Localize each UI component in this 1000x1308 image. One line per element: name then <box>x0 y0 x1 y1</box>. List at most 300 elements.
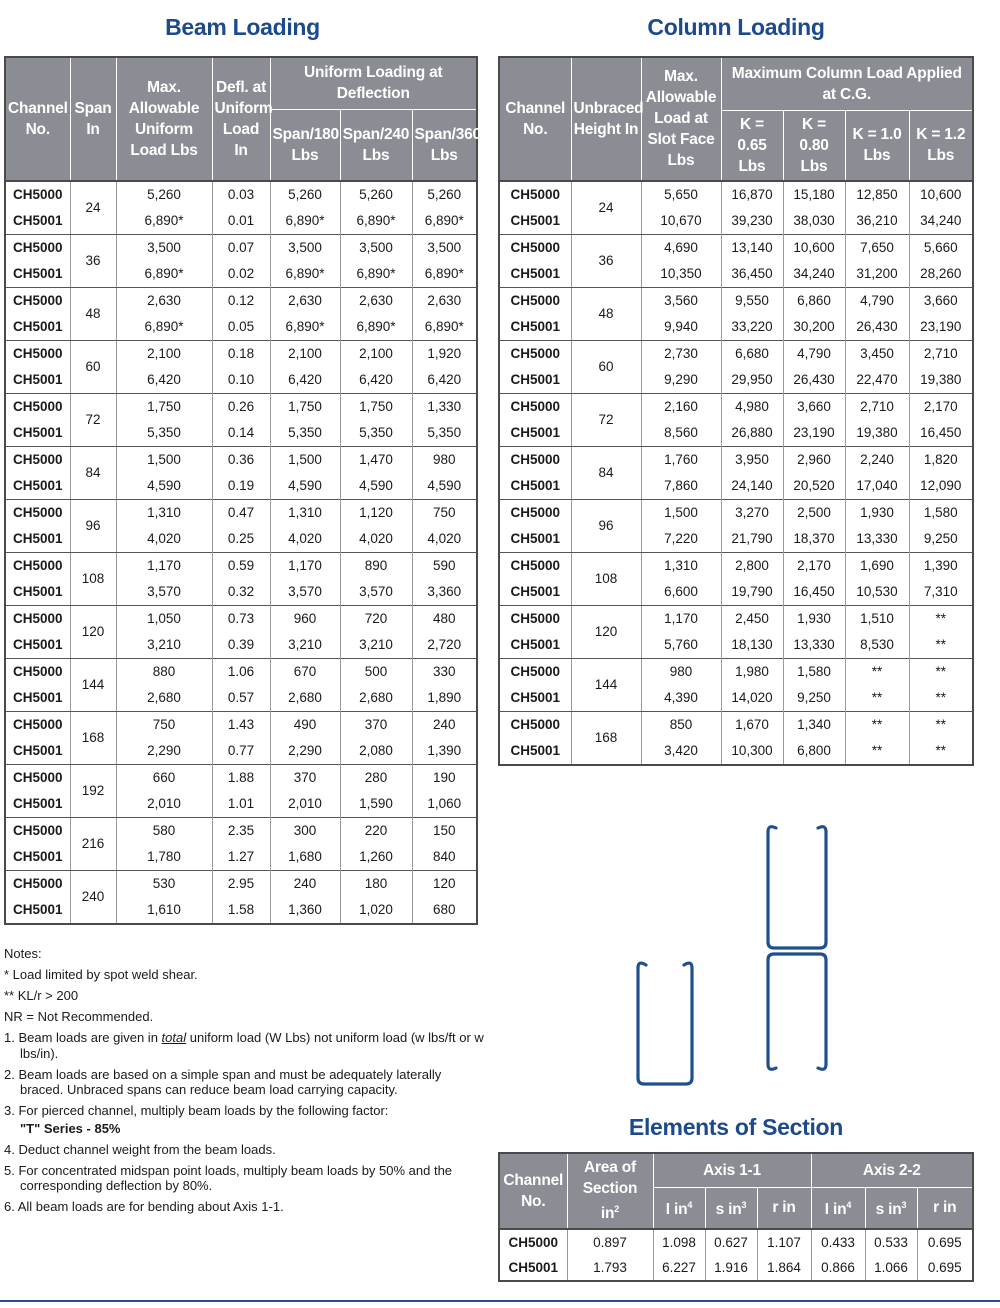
value-cell: ** <box>909 738 973 765</box>
value-cell: 1.58 <box>212 897 270 924</box>
value-cell: 0.627 <box>705 1229 757 1255</box>
value-cell: ** <box>845 658 909 685</box>
channel-cell: CH5000 <box>5 871 70 898</box>
value-cell: 1.107 <box>757 1229 811 1255</box>
value-cell: 0.14 <box>212 420 270 447</box>
value-cell: 1,690 <box>845 552 909 579</box>
table-row <box>499 552 973 579</box>
value-cell: 0.36 <box>212 447 270 474</box>
value-cell: 0.26 <box>212 394 270 421</box>
value-cell: 0.47 <box>212 500 270 527</box>
channel-cell: CH5000 <box>499 605 571 632</box>
value-cell: 2,010 <box>270 791 340 818</box>
value-cell: 0.59 <box>212 553 270 580</box>
value-cell: 0.10 <box>212 367 270 394</box>
value-cell: 1.27 <box>212 844 270 871</box>
value-cell: 2,630 <box>340 288 412 315</box>
bottom-rule <box>0 1300 1000 1302</box>
value-cell: 10,530 <box>845 579 909 606</box>
value-cell: 6,890* <box>340 208 412 235</box>
value-cell: 480 <box>412 606 477 633</box>
channel-cell: CH5001 <box>5 367 70 394</box>
channel-cell: CH5001 <box>499 632 571 659</box>
notes <box>4 946 484 1220</box>
value-cell: 3,500 <box>116 235 212 262</box>
height-cell: 36 <box>571 234 641 287</box>
value-cell: 12,090 <box>909 473 973 500</box>
value-cell: 30,200 <box>783 314 845 341</box>
beam-header-deflection: Defl. at Uniform Load In <box>212 57 270 181</box>
value-cell: 9,250 <box>783 685 845 712</box>
beam-header-max-load: Max. Allowable Uniform Load Lbs <box>116 57 212 181</box>
value-cell: 13,330 <box>783 632 845 659</box>
value-cell: 0.03 <box>212 181 270 208</box>
value-cell: 3,660 <box>909 287 973 314</box>
value-cell: 5,260 <box>340 181 412 208</box>
channel-cell: CH5001 <box>5 844 70 871</box>
note-nr: NR = Not Recommended. <box>4 1009 154 1024</box>
table-row <box>499 393 973 420</box>
value-cell: 1,980 <box>721 658 783 685</box>
value-cell: 1,390 <box>412 738 477 765</box>
value-cell: ** <box>909 711 973 738</box>
channel-cell: CH5000 <box>499 446 571 473</box>
table-row <box>499 658 973 685</box>
channel-cell: CH5001 <box>5 738 70 765</box>
value-cell: 4,790 <box>783 340 845 367</box>
table-row <box>5 871 477 898</box>
value-cell: 1.793 <box>567 1255 653 1281</box>
value-cell: 29,950 <box>721 367 783 394</box>
s-label: s in <box>715 1201 742 1219</box>
channel-cell: CH5000 <box>499 499 571 526</box>
section-header-channel: Channel No. <box>499 1153 567 1229</box>
area-unit-sup: 2 <box>614 1204 620 1215</box>
height-cell: 60 <box>571 340 641 393</box>
value-cell: 1.43 <box>212 712 270 739</box>
channel-cell: CH5000 <box>499 181 571 208</box>
i-label: I in <box>824 1201 847 1219</box>
value-cell: 120 <box>412 871 477 898</box>
height-cell: 108 <box>571 552 641 605</box>
value-cell: 5,350 <box>270 420 340 447</box>
value-cell: 1,500 <box>116 447 212 474</box>
value-cell: 1,050 <box>116 606 212 633</box>
value-cell: 6,800 <box>783 738 845 765</box>
value-cell: 18,130 <box>721 632 783 659</box>
value-cell: 19,380 <box>845 420 909 447</box>
value-cell: 2,290 <box>270 738 340 765</box>
table-row <box>5 288 477 315</box>
beam-header-span180: Span/180 Lbs <box>270 109 340 181</box>
value-cell: 2,800 <box>721 552 783 579</box>
table-row <box>499 499 973 526</box>
value-cell: 5,260 <box>270 181 340 208</box>
value-cell: 3,210 <box>270 632 340 659</box>
channel-cell: CH5001 <box>5 526 70 553</box>
value-cell: 0.07 <box>212 235 270 262</box>
value-cell: 5,650 <box>641 181 721 208</box>
value-cell: 1,500 <box>270 447 340 474</box>
span-cell: 48 <box>70 288 116 341</box>
table-row <box>499 579 973 606</box>
table-row <box>499 314 973 341</box>
table-row <box>499 1229 973 1255</box>
value-cell: 1,330 <box>412 394 477 421</box>
value-cell: ** <box>845 685 909 712</box>
value-cell: 2.95 <box>212 871 270 898</box>
value-cell: ** <box>909 658 973 685</box>
value-cell: 6,890* <box>340 314 412 341</box>
note-3-factor: "T" Series - 85% <box>20 1121 121 1136</box>
channel-cell: CH5000 <box>5 606 70 633</box>
height-cell: 168 <box>571 711 641 765</box>
section-header-area <box>567 1153 653 1229</box>
value-cell: 1,470 <box>340 447 412 474</box>
channel-cell: CH5001 <box>5 897 70 924</box>
value-cell: 590 <box>412 553 477 580</box>
note-3: 3. For pierced channel, multiply beam loads by the following factor: <box>4 1103 389 1118</box>
table-row <box>5 500 477 527</box>
channel-cell: CH5000 <box>5 553 70 580</box>
value-cell: 0.57 <box>212 685 270 712</box>
value-cell: ** <box>845 738 909 765</box>
beam-header-span360: Span/360 Lbs <box>412 109 477 181</box>
table-row <box>5 447 477 474</box>
value-cell: 190 <box>412 765 477 792</box>
value-cell: 4,590 <box>412 473 477 500</box>
value-cell: 1,310 <box>641 552 721 579</box>
table-row <box>499 261 973 288</box>
height-cell: 24 <box>571 181 641 235</box>
value-cell: 0.25 <box>212 526 270 553</box>
value-cell: 1.88 <box>212 765 270 792</box>
double-channel-bottom-outline <box>768 954 826 1069</box>
note-1-part-c: uniform load (W Lbs) not uniform load (w lbs/ft or w lbs/in). <box>20 1030 484 1061</box>
channel-cell: CH5000 <box>5 235 70 262</box>
table-row <box>499 473 973 500</box>
height-cell: 84 <box>571 446 641 499</box>
channel-cell: CH5000 <box>5 712 70 739</box>
value-cell: 890 <box>340 553 412 580</box>
column-header-k120: K = 1.2 Lbs <box>909 111 973 181</box>
table-row <box>499 208 973 235</box>
section-header-area-unit: in <box>600 1205 615 1223</box>
value-cell: 300 <box>270 818 340 845</box>
table-row <box>499 446 973 473</box>
channel-cell: CH5001 <box>5 420 70 447</box>
table-row <box>499 632 973 659</box>
value-cell: 2,290 <box>116 738 212 765</box>
value-cell: 2,710 <box>909 340 973 367</box>
value-cell: 3,210 <box>340 632 412 659</box>
table-row <box>499 234 973 261</box>
value-cell: 2,710 <box>845 393 909 420</box>
height-cell: 120 <box>571 605 641 658</box>
value-cell: 6,680 <box>721 340 783 367</box>
value-cell: 3,420 <box>641 738 721 765</box>
value-cell: 1,610 <box>116 897 212 924</box>
value-cell: 33,220 <box>721 314 783 341</box>
single-channel-outline <box>638 963 692 1084</box>
value-cell: 10,600 <box>783 234 845 261</box>
value-cell: 580 <box>116 818 212 845</box>
column-table-body <box>499 181 973 765</box>
table-row <box>499 287 973 314</box>
value-cell: 150 <box>412 818 477 845</box>
value-cell: 4,020 <box>270 526 340 553</box>
table-row <box>499 685 973 712</box>
span-cell: 72 <box>70 394 116 447</box>
value-cell: 1.06 <box>212 659 270 686</box>
channel-cell: CH5001 <box>499 685 571 712</box>
value-cell: 34,240 <box>783 261 845 288</box>
value-cell: 1,260 <box>340 844 412 871</box>
column-header-height: Unbraced Height In <box>571 57 641 181</box>
beam-header-span240: Span/240 Lbs <box>340 109 412 181</box>
table-row <box>5 394 477 421</box>
channel-cell: CH5001 <box>499 473 571 500</box>
section-header-axis22: Axis 2-2 <box>811 1153 973 1187</box>
table-row <box>499 738 973 765</box>
section-header-i-axis11 <box>653 1187 705 1229</box>
note-1-part-a: 1. Beam loads are given in <box>4 1030 162 1045</box>
value-cell: 1,930 <box>783 605 845 632</box>
table-row <box>5 712 477 739</box>
value-cell: 10,600 <box>909 181 973 208</box>
value-cell: 240 <box>270 871 340 898</box>
value-cell: 14,020 <box>721 685 783 712</box>
channel-cell: CH5000 <box>5 288 70 315</box>
value-cell: 1,820 <box>909 446 973 473</box>
value-cell: 9,250 <box>909 526 973 553</box>
value-cell: 0.897 <box>567 1229 653 1255</box>
value-cell: 1,930 <box>845 499 909 526</box>
span-cell: 168 <box>70 712 116 765</box>
value-cell: 3,450 <box>845 340 909 367</box>
value-cell: 680 <box>412 897 477 924</box>
table-row <box>5 553 477 580</box>
table-row <box>5 818 477 845</box>
value-cell: 3,210 <box>116 632 212 659</box>
value-cell: 4,020 <box>116 526 212 553</box>
value-cell: 1,390 <box>909 552 973 579</box>
value-cell: 34,240 <box>909 208 973 235</box>
value-cell: 23,190 <box>909 314 973 341</box>
note-4: 4. Deduct channel weight from the beam loads. <box>4 1141 276 1157</box>
value-cell: 1,170 <box>270 553 340 580</box>
value-cell: 1,780 <box>116 844 212 871</box>
s-sup: 3 <box>901 1200 907 1211</box>
value-cell: 0.01 <box>212 208 270 235</box>
value-cell: 6,420 <box>270 367 340 394</box>
value-cell: 4,020 <box>412 526 477 553</box>
s-sup: 3 <box>741 1200 747 1211</box>
value-cell: 0.39 <box>212 632 270 659</box>
table-row <box>499 340 973 367</box>
value-cell: 670 <box>270 659 340 686</box>
value-cell: 1,680 <box>270 844 340 871</box>
i-label: I in <box>665 1201 688 1219</box>
value-cell: 6,890* <box>340 261 412 288</box>
value-cell: 2,720 <box>412 632 477 659</box>
s-label: s in <box>875 1201 902 1219</box>
value-cell: 6,890* <box>116 208 212 235</box>
table-row <box>5 341 477 368</box>
channel-cell: CH5000 <box>5 765 70 792</box>
value-cell: 7,650 <box>845 234 909 261</box>
value-cell: 2,630 <box>412 288 477 315</box>
value-cell: 880 <box>116 659 212 686</box>
column-header-k080: K = 0.80 Lbs <box>783 111 845 181</box>
value-cell: 1,500 <box>641 499 721 526</box>
value-cell: 31,200 <box>845 261 909 288</box>
channel-section-diagram <box>600 820 860 1090</box>
value-cell: 7,310 <box>909 579 973 606</box>
value-cell: 1,890 <box>412 685 477 712</box>
value-cell: 5,350 <box>116 420 212 447</box>
table-row <box>499 711 973 738</box>
value-cell: 4,790 <box>845 287 909 314</box>
value-cell: 750 <box>116 712 212 739</box>
table-row <box>499 181 973 208</box>
section-header-axis11: Axis 1-1 <box>653 1153 811 1187</box>
value-cell: 3,270 <box>721 499 783 526</box>
section-table-body <box>499 1229 973 1281</box>
value-cell: 3,570 <box>340 579 412 606</box>
section-header-area-label: Area of Section <box>582 1159 638 1198</box>
value-cell: ** <box>909 685 973 712</box>
value-cell: 660 <box>116 765 212 792</box>
channel-cell: CH5000 <box>5 659 70 686</box>
channel-cell: CH5000 <box>499 658 571 685</box>
value-cell: 0.695 <box>917 1255 973 1281</box>
value-cell: 16,870 <box>721 181 783 208</box>
value-cell: 4,590 <box>116 473 212 500</box>
column-header-max-column-load: Maximum Column Load Applied at C.G. <box>721 57 973 111</box>
channel-cell: CH5001 <box>5 314 70 341</box>
value-cell: 4,590 <box>270 473 340 500</box>
value-cell: 2,960 <box>783 446 845 473</box>
value-cell: 1,920 <box>412 341 477 368</box>
value-cell: 2,160 <box>641 393 721 420</box>
table-row <box>5 235 477 262</box>
beam-table-body <box>5 181 477 924</box>
channel-cell: CH5000 <box>5 341 70 368</box>
value-cell: 16,450 <box>783 579 845 606</box>
channel-cell: CH5001 <box>499 1255 567 1281</box>
section-header-s-axis22 <box>865 1187 917 1229</box>
table-row <box>5 659 477 686</box>
value-cell: 2,680 <box>116 685 212 712</box>
value-cell: 5,260 <box>412 181 477 208</box>
value-cell: ** <box>909 632 973 659</box>
value-cell: 0.19 <box>212 473 270 500</box>
value-cell: 22,470 <box>845 367 909 394</box>
value-cell: 1,510 <box>845 605 909 632</box>
value-cell: 1,580 <box>783 658 845 685</box>
channel-cell: CH5000 <box>5 500 70 527</box>
channel-cell: CH5001 <box>499 314 571 341</box>
span-cell: 216 <box>70 818 116 871</box>
span-cell: 108 <box>70 553 116 606</box>
table-row <box>499 420 973 447</box>
value-cell: 19,790 <box>721 579 783 606</box>
beam-header-span: Span In <box>70 57 116 181</box>
column-header-max-load: Max. Allowable Load at Slot Face Lbs <box>641 57 721 181</box>
value-cell: 18,370 <box>783 526 845 553</box>
channel-cell: CH5000 <box>499 287 571 314</box>
value-cell: 7,220 <box>641 526 721 553</box>
value-cell: 6.227 <box>653 1255 705 1281</box>
value-cell: 2,080 <box>340 738 412 765</box>
channel-cell: CH5000 <box>499 234 571 261</box>
elements-of-section-title: Elements of Section <box>628 1114 844 1140</box>
value-cell: 6,420 <box>116 367 212 394</box>
value-cell: 1,750 <box>270 394 340 421</box>
value-cell: 23,190 <box>783 420 845 447</box>
value-cell: 1.066 <box>865 1255 917 1281</box>
span-cell: 60 <box>70 341 116 394</box>
value-cell: ** <box>909 605 973 632</box>
channel-cell: CH5001 <box>5 261 70 288</box>
value-cell: 500 <box>340 659 412 686</box>
value-cell: 2,170 <box>909 393 973 420</box>
value-cell: 10,300 <box>721 738 783 765</box>
table-row <box>499 605 973 632</box>
beam-header-uniform-loading: Uniform Loading at Deflection <box>270 57 477 109</box>
value-cell: 9,290 <box>641 367 721 394</box>
note-double-star: ** KL/r > 200 <box>4 988 79 1003</box>
value-cell: 850 <box>641 711 721 738</box>
channel-cell: CH5000 <box>5 447 70 474</box>
value-cell: 2,240 <box>845 446 909 473</box>
value-cell: 1,020 <box>340 897 412 924</box>
note-1 <box>4 1030 484 1061</box>
value-cell: 2,170 <box>783 552 845 579</box>
value-cell: 12,850 <box>845 181 909 208</box>
value-cell: 4,690 <box>641 234 721 261</box>
value-cell: 3,500 <box>340 235 412 262</box>
value-cell: 10,350 <box>641 261 721 288</box>
value-cell: 0.533 <box>865 1229 917 1255</box>
channel-cell: CH5001 <box>499 420 571 447</box>
span-cell: 240 <box>70 871 116 925</box>
beam-header-channel: Channel No. <box>5 57 70 181</box>
value-cell: 0.12 <box>212 288 270 315</box>
value-cell: 980 <box>641 658 721 685</box>
value-cell: 330 <box>412 659 477 686</box>
value-cell: 9,550 <box>721 287 783 314</box>
value-cell: 8,530 <box>845 632 909 659</box>
value-cell: 960 <box>270 606 340 633</box>
channel-cell: CH5000 <box>499 1229 567 1255</box>
value-cell: 1,340 <box>783 711 845 738</box>
column-loading-title: Column Loading <box>647 14 825 40</box>
value-cell: 6,890* <box>116 261 212 288</box>
value-cell: 5,660 <box>909 234 973 261</box>
value-cell: 2,010 <box>116 791 212 818</box>
column-header-k065: K = 0.65 Lbs <box>721 111 783 181</box>
channel-cell: CH5001 <box>499 208 571 235</box>
value-cell: ** <box>845 711 909 738</box>
value-cell: 1,670 <box>721 711 783 738</box>
value-cell: 0.73 <box>212 606 270 633</box>
value-cell: 2,450 <box>721 605 783 632</box>
value-cell: 980 <box>412 447 477 474</box>
value-cell: 17,040 <box>845 473 909 500</box>
height-cell: 48 <box>571 287 641 340</box>
